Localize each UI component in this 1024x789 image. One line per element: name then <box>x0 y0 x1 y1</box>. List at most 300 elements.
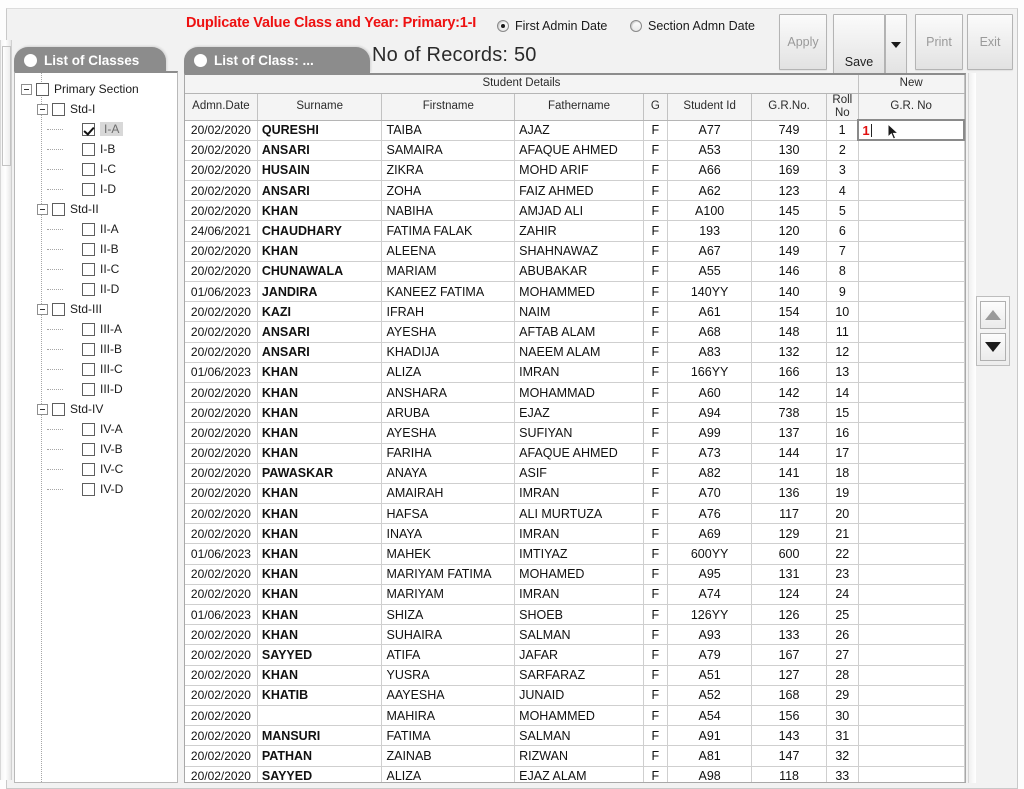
table-row[interactable] <box>185 544 964 564</box>
cell-father[interactable]: JUNAID <box>515 685 644 705</box>
grid-column-header-roll-no[interactable]: Roll No <box>826 93 858 120</box>
cell-surname[interactable]: KHAN <box>257 201 382 221</box>
cell-newgr[interactable] <box>858 504 964 524</box>
cell-first[interactable]: AYESHA <box>382 322 515 342</box>
cell-surname[interactable]: CHAUDHARY <box>257 221 382 241</box>
cell-g[interactable]: F <box>643 705 667 725</box>
cell-roll[interactable]: 17 <box>826 443 858 463</box>
cell-father[interactable]: AMJAD ALI <box>515 201 644 221</box>
cell-first[interactable]: KANEEZ FATIMA <box>382 282 515 302</box>
cell-father[interactable]: SALMAN <box>515 625 644 645</box>
cell-g[interactable]: F <box>643 746 667 766</box>
radio-section-admn-date[interactable] <box>630 19 755 33</box>
cell-roll[interactable]: 10 <box>826 302 858 322</box>
cell-g[interactable]: F <box>643 382 667 402</box>
cell-date[interactable]: 20/02/2020 <box>185 120 257 140</box>
grid-column-header-admn-date[interactable]: Admn.Date <box>185 93 257 120</box>
cell-surname[interactable]: KHAN <box>257 605 382 625</box>
table-row[interactable] <box>185 140 964 160</box>
cell-date[interactable]: 20/02/2020 <box>185 645 257 665</box>
cell-father[interactable]: NAIM <box>515 302 644 322</box>
cell-roll[interactable]: 18 <box>826 463 858 483</box>
cell-g[interactable]: F <box>643 625 667 645</box>
grid-column-header-g-r-no[interactable]: G.R. No <box>858 93 964 120</box>
cell-gr[interactable]: 133 <box>752 625 826 645</box>
cell-first[interactable]: ALIZA <box>382 362 515 382</box>
cell-gr[interactable]: 143 <box>752 726 826 746</box>
tree-item-ii-d[interactable] <box>21 279 177 299</box>
cell-roll[interactable]: 5 <box>826 201 858 221</box>
cell-roll[interactable]: 30 <box>826 705 858 725</box>
cell-g[interactable]: F <box>643 665 667 685</box>
cell-gr[interactable]: 127 <box>752 665 826 685</box>
cell-surname[interactable]: KHAN <box>257 564 382 584</box>
cell-newgr[interactable] <box>858 463 964 483</box>
cell-newgr[interactable] <box>858 726 964 746</box>
cell-roll[interactable]: 9 <box>826 282 858 302</box>
cell-surname[interactable]: ANSARI <box>257 322 382 342</box>
cell-gr[interactable]: 124 <box>752 584 826 604</box>
table-row[interactable] <box>185 463 964 483</box>
cell-g[interactable]: F <box>643 524 667 544</box>
cell-roll[interactable]: 27 <box>826 645 858 665</box>
expand-collapse-icon[interactable] <box>37 204 48 215</box>
cell-first[interactable]: NABIHA <box>382 201 515 221</box>
cell-father[interactable]: IMRAN <box>515 362 644 382</box>
table-row[interactable] <box>185 423 964 443</box>
grid-column-header-firstname[interactable]: Firstname <box>382 93 515 120</box>
tree-item-i-b[interactable] <box>21 139 177 159</box>
cell-surname[interactable]: MANSURI <box>257 726 382 746</box>
cell-gr[interactable]: 145 <box>752 201 826 221</box>
radio-on-icon[interactable] <box>497 20 509 32</box>
cell-gr[interactable]: 156 <box>752 705 826 725</box>
tree-item-iv-c[interactable] <box>21 459 177 479</box>
tree-item-std-ii[interactable] <box>21 199 177 219</box>
cell-g[interactable]: F <box>643 342 667 362</box>
cell-sid[interactable]: A70 <box>667 483 751 503</box>
cell-roll[interactable]: 12 <box>826 342 858 362</box>
table-row[interactable] <box>185 645 964 665</box>
cell-first[interactable]: FATIMA FALAK <box>382 221 515 241</box>
checkbox-unchecked-icon[interactable] <box>82 283 95 296</box>
cell-date[interactable]: 20/02/2020 <box>185 685 257 705</box>
tree-item-iv-b[interactable] <box>21 439 177 459</box>
table-row[interactable] <box>185 120 964 140</box>
cell-newgr[interactable] <box>858 705 964 725</box>
grid-column-header-g[interactable]: G <box>643 93 667 120</box>
cell-sid[interactable]: A76 <box>667 504 751 524</box>
cell-first[interactable]: ALEENA <box>382 241 515 261</box>
cell-newgr[interactable] <box>858 685 964 705</box>
cell-newgr[interactable] <box>858 342 964 362</box>
expand-collapse-icon[interactable] <box>37 104 48 115</box>
cell-father[interactable]: SARFARAZ <box>515 665 644 685</box>
tree-item-std-iii[interactable] <box>21 299 177 319</box>
cell-gr[interactable]: 126 <box>752 605 826 625</box>
table-row[interactable] <box>185 181 964 201</box>
cell-father[interactable]: SALMAN <box>515 726 644 746</box>
cell-sid[interactable]: A60 <box>667 382 751 402</box>
checkbox-unchecked-icon[interactable] <box>82 323 95 336</box>
cell-date[interactable]: 20/02/2020 <box>185 443 257 463</box>
save-dropdown-button[interactable] <box>885 14 907 76</box>
cell-father[interactable]: RIZWAN <box>515 746 644 766</box>
cell-surname[interactable]: KHAN <box>257 665 382 685</box>
cell-first[interactable]: ARUBA <box>382 403 515 423</box>
exit-button[interactable] <box>967 14 1013 70</box>
checkbox-unchecked-icon[interactable] <box>82 223 95 236</box>
cell-gr[interactable]: 123 <box>752 181 826 201</box>
cell-newgr[interactable] <box>858 403 964 423</box>
cell-surname[interactable]: KHATIB <box>257 685 382 705</box>
cell-newgr[interactable] <box>858 362 964 382</box>
cell-first[interactable]: ZOHA <box>382 181 515 201</box>
cell-gr[interactable]: 154 <box>752 302 826 322</box>
cell-roll[interactable]: 11 <box>826 322 858 342</box>
cell-date[interactable]: 20/02/2020 <box>185 322 257 342</box>
cell-first[interactable]: ZAINAB <box>382 746 515 766</box>
tree-item-iii-b[interactable] <box>21 339 177 359</box>
cell-newgr[interactable] <box>858 524 964 544</box>
cell-father[interactable]: IMRAN <box>515 584 644 604</box>
checkbox-unchecked-icon[interactable] <box>82 423 95 436</box>
tree-item-primary-section[interactable] <box>21 79 177 99</box>
cell-date[interactable]: 01/06/2023 <box>185 362 257 382</box>
cell-newgr[interactable] <box>858 746 964 766</box>
cell-first[interactable]: ATIFA <box>382 645 515 665</box>
cell-gr[interactable]: 146 <box>752 261 826 281</box>
table-row[interactable] <box>185 524 964 544</box>
cell-father[interactable]: AFAQUE AHMED <box>515 443 644 463</box>
cell-gr[interactable]: 749 <box>752 120 826 140</box>
cell-sid[interactable]: 600YY <box>667 544 751 564</box>
table-row[interactable] <box>185 382 964 402</box>
expand-collapse-icon[interactable] <box>37 304 48 315</box>
cell-g[interactable]: F <box>643 120 667 140</box>
checkbox-unchecked-icon[interactable] <box>52 403 65 416</box>
cell-father[interactable]: AJAZ <box>515 120 644 140</box>
cell-date[interactable]: 20/02/2020 <box>185 625 257 645</box>
cell-newgr[interactable] <box>858 483 964 503</box>
cell-surname[interactable]: KHAN <box>257 423 382 443</box>
cell-sid[interactable]: 140YY <box>667 282 751 302</box>
cell-roll[interactable]: 2 <box>826 140 858 160</box>
cell-roll[interactable]: 33 <box>826 766 858 783</box>
cell-newgr[interactable] <box>858 544 964 564</box>
cell-father[interactable]: IMTIYAZ <box>515 544 644 564</box>
cell-roll[interactable]: 3 <box>826 160 858 180</box>
cell-gr[interactable]: 166 <box>752 362 826 382</box>
cell-gr[interactable]: 118 <box>752 766 826 783</box>
table-row[interactable] <box>185 362 964 382</box>
cell-roll[interactable]: 6 <box>826 221 858 241</box>
checkbox-unchecked-icon[interactable] <box>82 483 95 496</box>
cell-gr[interactable]: 738 <box>752 403 826 423</box>
cell-date[interactable]: 20/02/2020 <box>185 302 257 322</box>
cell-surname[interactable]: KHAN <box>257 483 382 503</box>
table-row[interactable] <box>185 685 964 705</box>
student-grid-panel[interactable] <box>184 73 966 783</box>
cell-date[interactable]: 20/02/2020 <box>185 140 257 160</box>
cell-father[interactable]: SHOEB <box>515 605 644 625</box>
cell-date[interactable]: 20/02/2020 <box>185 463 257 483</box>
cell-g[interactable]: F <box>643 584 667 604</box>
cell-gr[interactable]: 168 <box>752 685 826 705</box>
apply-button[interactable] <box>779 14 827 70</box>
cell-first[interactable]: ZIKRA <box>382 160 515 180</box>
cell-father[interactable]: MOHAMMED <box>515 282 644 302</box>
cell-newgr[interactable] <box>858 120 964 140</box>
cell-first[interactable]: ANAYA <box>382 463 515 483</box>
cell-surname[interactable]: KHAN <box>257 544 382 564</box>
cell-gr[interactable]: 144 <box>752 443 826 463</box>
cell-gr[interactable]: 167 <box>752 645 826 665</box>
cell-sid[interactable]: A77 <box>667 120 751 140</box>
grid-column-header-fathername[interactable]: Fathername <box>515 93 644 120</box>
cell-surname[interactable]: KHAN <box>257 443 382 463</box>
cell-roll[interactable]: 13 <box>826 362 858 382</box>
cell-father[interactable]: NAEEM ALAM <box>515 342 644 362</box>
cell-roll[interactable]: 4 <box>826 181 858 201</box>
cell-surname[interactable]: KAZI <box>257 302 382 322</box>
tree-item-i-d[interactable] <box>21 179 177 199</box>
cell-first[interactable]: SHIZA <box>382 605 515 625</box>
cell-father[interactable]: IMRAN <box>515 483 644 503</box>
cell-father[interactable]: ALI MURTUZA <box>515 504 644 524</box>
cell-date[interactable]: 20/02/2020 <box>185 342 257 362</box>
cell-gr[interactable]: 130 <box>752 140 826 160</box>
table-row[interactable] <box>185 160 964 180</box>
cell-surname[interactable] <box>257 705 382 725</box>
cell-gr[interactable]: 117 <box>752 504 826 524</box>
cell-surname[interactable]: HUSAIN <box>257 160 382 180</box>
cell-g[interactable]: F <box>643 201 667 221</box>
cell-newgr[interactable] <box>858 665 964 685</box>
cell-father[interactable]: ZAHIR <box>515 221 644 241</box>
cell-gr[interactable]: 131 <box>752 564 826 584</box>
cell-roll[interactable]: 19 <box>826 483 858 503</box>
table-row[interactable] <box>185 605 964 625</box>
tree-item-i-a[interactable] <box>21 119 177 139</box>
cell-g[interactable]: F <box>643 362 667 382</box>
cell-surname[interactable]: KHAN <box>257 241 382 261</box>
cell-date[interactable]: 20/02/2020 <box>185 201 257 221</box>
cell-first[interactable]: YUSRA <box>382 665 515 685</box>
tree-item-std-iv[interactable] <box>21 399 177 419</box>
cell-first[interactable]: AMAIRAH <box>382 483 515 503</box>
cell-gr[interactable]: 147 <box>752 746 826 766</box>
cell-surname[interactable]: SAYYED <box>257 645 382 665</box>
scroll-down-button[interactable] <box>980 333 1006 361</box>
cell-father[interactable]: JAFAR <box>515 645 644 665</box>
cell-father[interactable]: MOHAMMAD <box>515 382 644 402</box>
cell-date[interactable]: 20/02/2020 <box>185 504 257 524</box>
tree-item-ii-b[interactable] <box>21 239 177 259</box>
table-row[interactable] <box>185 201 964 221</box>
cell-roll[interactable]: 20 <box>826 504 858 524</box>
checkbox-unchecked-icon[interactable] <box>52 103 65 116</box>
cell-first[interactable]: FARIHA <box>382 443 515 463</box>
cell-sid[interactable]: 126YY <box>667 605 751 625</box>
cell-roll[interactable]: 15 <box>826 403 858 423</box>
checkbox-unchecked-icon[interactable] <box>82 163 95 176</box>
cell-father[interactable]: MOHD ARIF <box>515 160 644 180</box>
cell-newgr[interactable] <box>858 584 964 604</box>
table-row[interactable] <box>185 282 964 302</box>
cell-date[interactable]: 20/02/2020 <box>185 705 257 725</box>
cell-g[interactable]: F <box>643 181 667 201</box>
cell-g[interactable]: F <box>643 726 667 746</box>
cell-g[interactable]: F <box>643 463 667 483</box>
cell-date[interactable]: 20/02/2020 <box>185 665 257 685</box>
tree-item-ii-a[interactable] <box>21 219 177 239</box>
table-row[interactable] <box>185 766 964 783</box>
cell-date[interactable]: 20/02/2020 <box>185 403 257 423</box>
cell-roll[interactable]: 32 <box>826 746 858 766</box>
cell-surname[interactable]: KHAN <box>257 625 382 645</box>
cell-sid[interactable]: A83 <box>667 342 751 362</box>
cell-roll[interactable]: 16 <box>826 423 858 443</box>
grid-column-header-student-id[interactable]: Student Id <box>667 93 751 120</box>
cell-gr[interactable]: 132 <box>752 342 826 362</box>
cell-roll[interactable]: 24 <box>826 584 858 604</box>
cell-date[interactable]: 20/02/2020 <box>185 524 257 544</box>
checkbox-unchecked-icon[interactable] <box>52 303 65 316</box>
cell-father[interactable]: AFAQUE AHMED <box>515 140 644 160</box>
cell-sid[interactable]: A61 <box>667 302 751 322</box>
cell-first[interactable]: SUHAIRA <box>382 625 515 645</box>
print-button[interactable] <box>915 14 963 70</box>
cell-father[interactable]: MOHAMED <box>515 564 644 584</box>
tree-item-iv-d[interactable] <box>21 479 177 499</box>
cell-surname[interactable]: KHAN <box>257 504 382 524</box>
cell-first[interactable]: AYESHA <box>382 423 515 443</box>
tree-item-iii-d[interactable] <box>21 379 177 399</box>
cell-newgr[interactable] <box>858 322 964 342</box>
table-row[interactable] <box>185 443 964 463</box>
cell-g[interactable]: F <box>643 766 667 783</box>
checkbox-unchecked-icon[interactable] <box>82 383 95 396</box>
cell-gr[interactable]: 136 <box>752 483 826 503</box>
table-row[interactable] <box>185 302 964 322</box>
cell-date[interactable]: 20/02/2020 <box>185 382 257 402</box>
checkbox-unchecked-icon[interactable] <box>52 203 65 216</box>
cell-roll[interactable]: 1 <box>826 120 858 140</box>
cell-roll[interactable]: 22 <box>826 544 858 564</box>
tree-item-iii-a[interactable] <box>21 319 177 339</box>
cell-g[interactable]: F <box>643 160 667 180</box>
cell-roll[interactable]: 29 <box>826 685 858 705</box>
cell-first[interactable]: AAYESHA <box>382 685 515 705</box>
cell-first[interactable]: FATIMA <box>382 726 515 746</box>
cell-gr[interactable]: 129 <box>752 524 826 544</box>
table-row[interactable] <box>185 584 964 604</box>
cell-date[interactable]: 20/02/2020 <box>185 726 257 746</box>
checkbox-unchecked-icon[interactable] <box>82 183 95 196</box>
cell-g[interactable]: F <box>643 403 667 423</box>
cell-g[interactable]: F <box>643 423 667 443</box>
cell-gr[interactable]: 600 <box>752 544 826 564</box>
cell-father[interactable]: SHAHNAWAZ <box>515 241 644 261</box>
cell-surname[interactable]: PATHAN <box>257 746 382 766</box>
cell-newgr[interactable] <box>858 564 964 584</box>
cell-date[interactable]: 20/02/2020 <box>185 483 257 503</box>
cell-roll[interactable]: 7 <box>826 241 858 261</box>
cell-g[interactable]: F <box>643 221 667 241</box>
cell-newgr[interactable] <box>858 443 964 463</box>
tab-list-of-classes[interactable] <box>14 47 166 73</box>
cell-newgr[interactable] <box>858 241 964 261</box>
cell-newgr[interactable] <box>858 423 964 443</box>
cell-newgr[interactable] <box>858 261 964 281</box>
checkbox-unchecked-icon[interactable] <box>82 243 95 256</box>
cell-sid[interactable]: A100 <box>667 201 751 221</box>
cell-newgr[interactable] <box>858 160 964 180</box>
cell-g[interactable]: F <box>643 282 667 302</box>
cell-sid[interactable]: A69 <box>667 524 751 544</box>
tree-item-i-c[interactable] <box>21 159 177 179</box>
record-navigation-spinner[interactable] <box>976 296 1010 366</box>
expand-collapse-icon[interactable] <box>21 84 32 95</box>
cell-sid[interactable]: A94 <box>667 403 751 423</box>
table-row[interactable] <box>185 746 964 766</box>
cell-first[interactable]: SAMAIRA <box>382 140 515 160</box>
cell-g[interactable]: F <box>643 504 667 524</box>
cell-first[interactable]: MARIYAM FATIMA <box>382 564 515 584</box>
cell-sid[interactable]: A95 <box>667 564 751 584</box>
cell-surname[interactable]: ANSARI <box>257 342 382 362</box>
cell-father[interactable]: EJAZ <box>515 403 644 423</box>
cell-surname[interactable]: PAWASKAR <box>257 463 382 483</box>
cell-g[interactable]: F <box>643 443 667 463</box>
tree-item-iii-c[interactable] <box>21 359 177 379</box>
cell-surname[interactable]: KHAN <box>257 584 382 604</box>
cell-first[interactable]: KHADIJA <box>382 342 515 362</box>
cell-first[interactable]: MARIAM <box>382 261 515 281</box>
cell-first[interactable]: TAIBA <box>382 120 515 140</box>
cell-sid[interactable]: 193 <box>667 221 751 241</box>
cell-g[interactable]: F <box>643 564 667 584</box>
cell-date[interactable]: 01/06/2023 <box>185 544 257 564</box>
grid-column-header-g-r-no-[interactable]: G.R.No. <box>752 93 826 120</box>
cell-g[interactable]: F <box>643 241 667 261</box>
cell-first[interactable]: INAYA <box>382 524 515 544</box>
cell-sid[interactable]: A98 <box>667 766 751 783</box>
cell-date[interactable]: 20/02/2020 <box>185 241 257 261</box>
cell-surname[interactable]: JANDIRA <box>257 282 382 302</box>
cell-first[interactable]: HAFSA <box>382 504 515 524</box>
cell-first[interactable]: IFRAH <box>382 302 515 322</box>
cell-sid[interactable]: 166YY <box>667 362 751 382</box>
table-row[interactable] <box>185 504 964 524</box>
table-row[interactable] <box>185 665 964 685</box>
cell-surname[interactable]: CHUNAWALA <box>257 261 382 281</box>
cell-sid[interactable]: A51 <box>667 665 751 685</box>
table-row[interactable] <box>185 342 964 362</box>
cell-sid[interactable]: A93 <box>667 625 751 645</box>
left-vertical-scrollbar[interactable] <box>0 40 12 780</box>
cell-gr[interactable]: 140 <box>752 282 826 302</box>
cell-father[interactable]: MOHAMMED <box>515 705 644 725</box>
cell-father[interactable]: ASIF <box>515 463 644 483</box>
grid-column-header-surname[interactable]: Surname <box>257 93 382 120</box>
tab-list-of-class[interactable] <box>184 47 370 73</box>
cell-first[interactable]: MAHEK <box>382 544 515 564</box>
checkbox-unchecked-icon[interactable] <box>82 343 95 356</box>
table-row[interactable] <box>185 261 964 281</box>
cell-sid[interactable]: A66 <box>667 160 751 180</box>
